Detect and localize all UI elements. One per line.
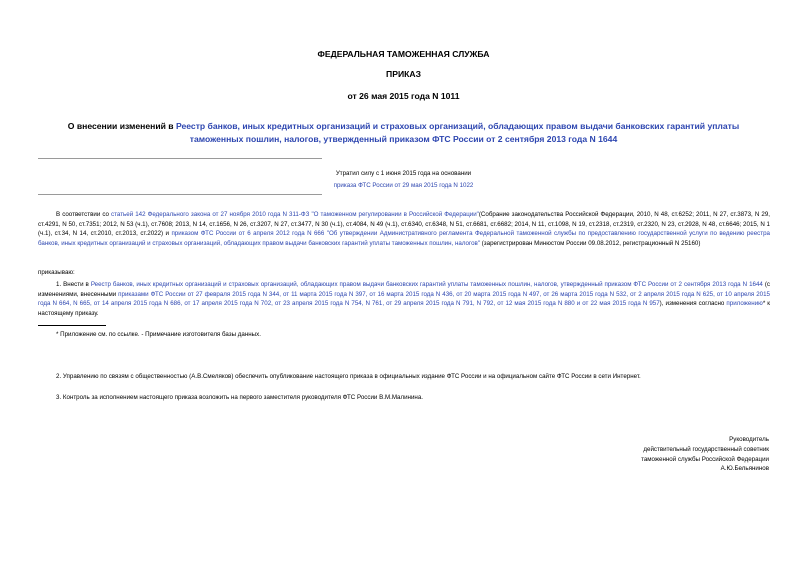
appendix-link[interactable]: приложению bbox=[726, 300, 763, 308]
preamble-paragraph bbox=[38, 210, 770, 249]
order-word: приказываю: bbox=[38, 269, 75, 276]
lost-force-note: Утратил силу с 1 июня 2015 года на основании bbox=[335, 170, 472, 177]
item-1-text-4: * к настоящему приказу. bbox=[38, 300, 770, 318]
basis-order-link[interactable]: приказа ФТС России от 29 мая 2015 года N 1022 bbox=[333, 182, 474, 189]
signature-rank: действительный государственный советник bbox=[643, 445, 769, 453]
lost-force-basis bbox=[0, 179, 807, 192]
signature-block bbox=[641, 435, 769, 474]
title-prefix: О внесении изменений в bbox=[67, 121, 176, 131]
item-1-text-2: (с изменениями, внесенными bbox=[38, 281, 771, 298]
item-3-paragraph: 3. Контроль за исполнением настоящего приказа возложить на первого заместителя руководителя ФТС России В.М.Малинина. bbox=[56, 394, 424, 401]
organization-heading: ФЕДЕРАЛЬНАЯ ТАМОЖЕННАЯ СЛУЖБА bbox=[317, 49, 490, 59]
preamble-text-1: В соответствии со bbox=[56, 211, 112, 218]
item-2-paragraph: 2. Управлению по связям с общественностью (А.В.Смеляков) обеспечить опубликование настоящего приказа в официальных издание ФТС России и на официальном сайте ФТС России в сети Интернет. bbox=[56, 373, 641, 380]
title-registry-link[interactable]: Реестр банков, иных кредитных организаций и страховых организаций, обладающих правом выдачи банковских гарантий уплаты таможенных пошлин, налогов, утвержденный приказом ФТС России от 2 сентября 2013 года N 1644 bbox=[175, 121, 740, 144]
divider-bottom bbox=[38, 194, 322, 195]
preamble-text-3: (зарегистрирован Минюстом России 09.08.2012, регистрационный N 25160) bbox=[480, 240, 701, 248]
item-1-text-3: ), изменения согласно bbox=[659, 300, 727, 308]
document-date-number: от 26 мая 2015 года N 1011 bbox=[347, 91, 460, 101]
item-1-paragraph bbox=[38, 280, 770, 319]
document-title bbox=[60, 120, 747, 145]
signature-service: таможенной службы Российской Федерации bbox=[641, 455, 769, 463]
divider-top bbox=[38, 158, 322, 159]
signature-name: А.Ю.Бельянинов bbox=[720, 465, 769, 473]
federal-law-link[interactable]: статьей 142 Федерального закона от 27 ноября 2010 года N 311-ФЗ "О таможенном регулировании в Российской Федерации" bbox=[111, 211, 479, 218]
fts-order-666-link[interactable]: приказом ФТС России от 6 апреля 2012 года N 666 "Об утверждении Административного регламента Федеральной таможенной службы по предоставлению государственной услуги по ведению реестра банков, иных кредитных организаций и страховых организаций, обладающих правом выдачи банковских гарантий уплаты таможенных пошлин, налогов" bbox=[38, 230, 770, 248]
footnote: * Приложение см. по ссылке. - Примечание изготовителя базы данных. bbox=[56, 331, 261, 338]
document-type-heading: ПРИКАЗ bbox=[386, 69, 421, 79]
footnote-divider bbox=[38, 325, 106, 326]
preamble-text-2: (Собрание законодательства Российской Федерации, 2010, N 48, ст.6252; 2011, N 27, ст.3873, N 29, ст.4291, N 50, ст.7351; 2012, N 53 (ч.1), ст.7608; 2013, N 14, ст.1656, N 26, ст.3207, N 27, ст.3477, N 30 (ч.1), ст.4084, N 49 (ч.1), ст.6340, ст.6348, N 51, ст.6681, ст.6682; 2014, N 11, ст.1098, N 19, ст.2318, ст.2319, ст.2320, N 23, ст.2928, N 48, ст.6646; 2015, N 1 (ч.1), ст.34, N 14, ст.2010, ст.2013, ст.2022) и bbox=[38, 211, 770, 238]
amending-orders-link[interactable]: приказами ФТС России от 27 февраля 2015 года N 344, от 11 марта 2015 года N 397, от 16 марта 2015 года N 436, от 20 марта 2015 года N 497, от 26 марта 2015 года N 532, от 2 апреля 2015 года N 625, от 10 апреля 2015 года N 664, N 665, от 14 апреля 2015 года N 686, от 17 апреля 2015 года N 702, от 23 апреля 2015 года N 754, N 761, от 29 апреля 2015 года N 791, N 792, от 12 мая 2015 года N 880 и от 22 мая 2015 года N 957 bbox=[38, 290, 770, 308]
item-1-text-1: 1. Внести в bbox=[56, 281, 91, 288]
signature-position: Руководитель bbox=[729, 436, 769, 443]
registry-link[interactable]: Реестр банков, иных кредитных организаций и страховых организаций, обладающих правом выдачи банковских гарантий уплаты таможенных пошлин, налогов, утвержденный приказом ФТС России от 2 сентября 2013 года N 1644 bbox=[90, 281, 763, 288]
